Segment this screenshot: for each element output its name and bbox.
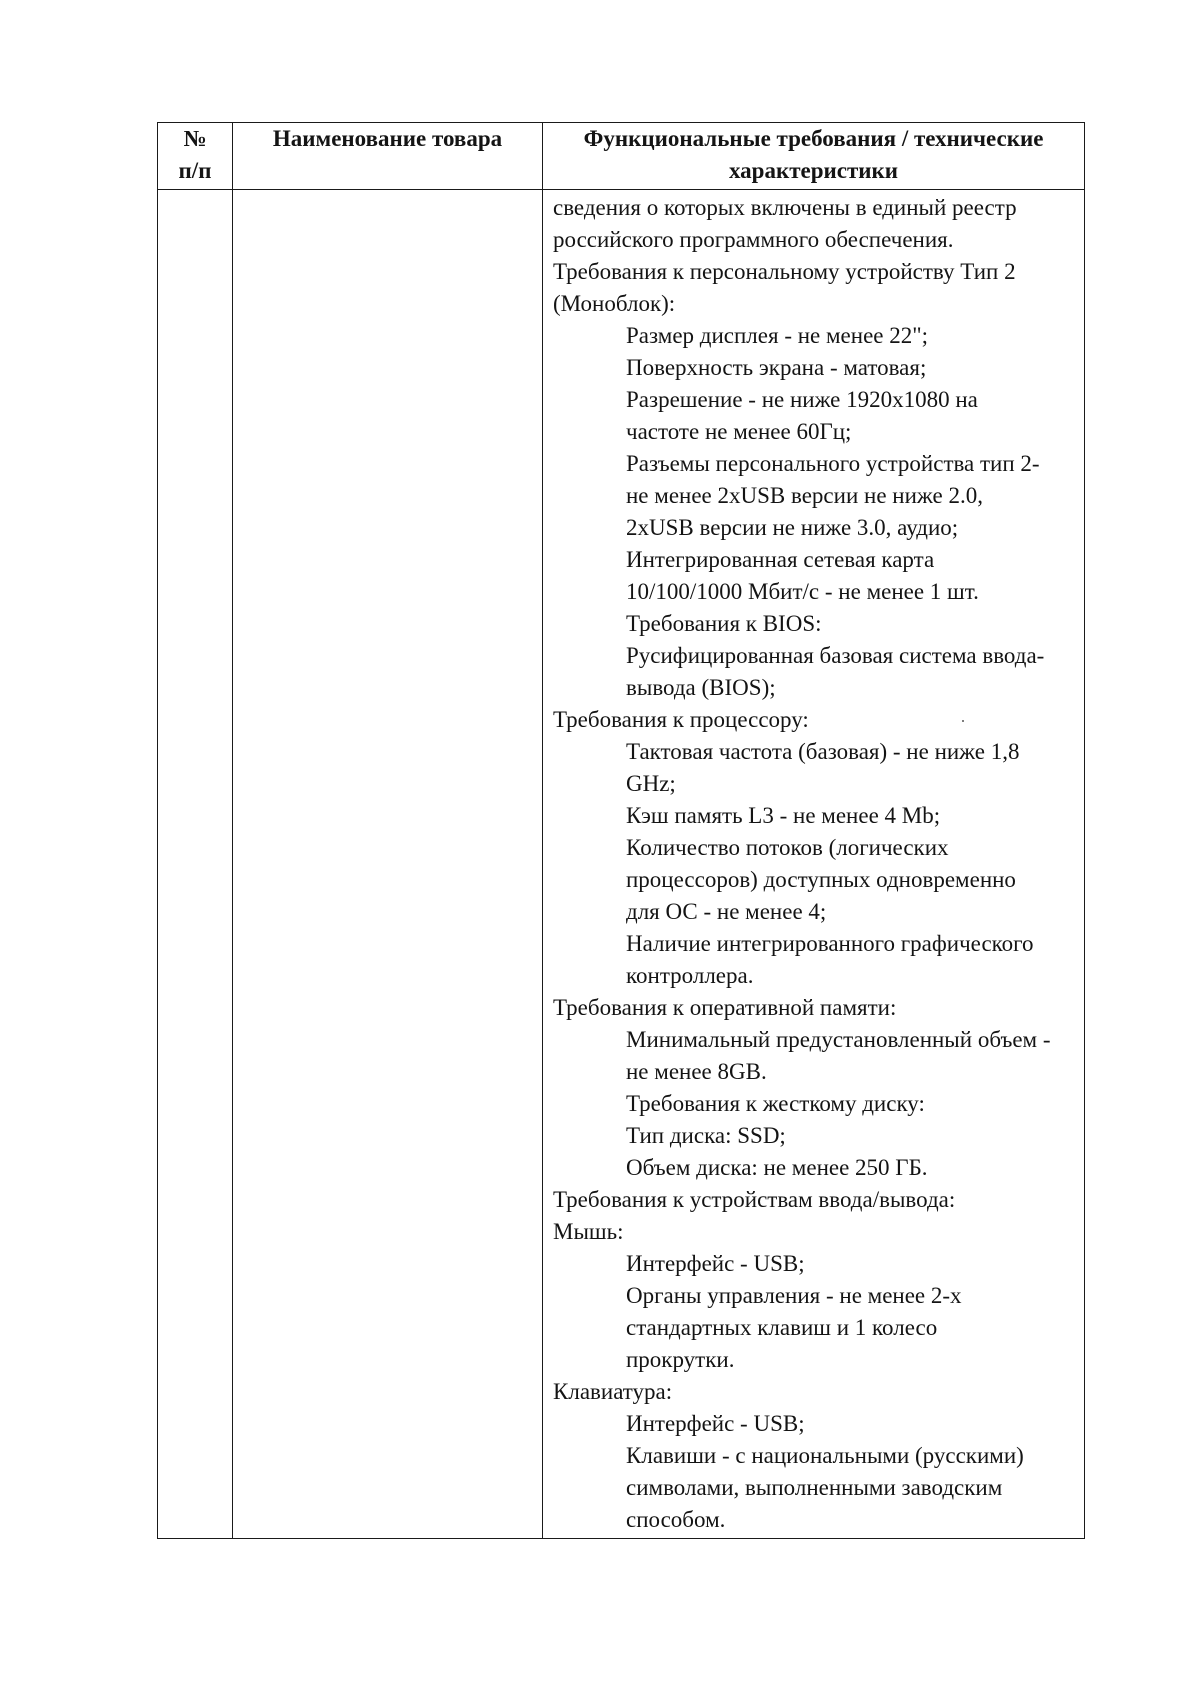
spec-line: Разрешение - не ниже 1920x1080 на — [626, 387, 978, 412]
spec-line: Интерфейс - USB; — [626, 1411, 805, 1436]
header-number-line1: № — [183, 126, 207, 151]
spec-line: частоте не менее 60Гц; — [626, 419, 852, 444]
spec-line: Количество потоков (логических — [626, 835, 949, 860]
spec-line: Требования к оперативной памяти: — [553, 995, 897, 1020]
spec-line: символами, выполненными заводским — [626, 1475, 1003, 1500]
spec-line: российского программного обеспечения. — [553, 227, 954, 252]
cell-product-name — [233, 190, 543, 1539]
header-spec-line1: Функциональные требования / технические — [583, 126, 1044, 151]
spec-table — [157, 122, 1085, 1539]
spec-line: Требования к процессору: — [553, 707, 809, 732]
header-spec-line2: характеристики — [728, 158, 899, 183]
cell-specifications — [543, 190, 1085, 1539]
spec-line: для ОС - не менее 4; — [626, 899, 827, 924]
spec-line: Тактовая частота (базовая) - не ниже 1,8 — [626, 739, 1020, 764]
spec-line: 2xUSB версии не ниже 3.0, аудио; — [626, 515, 959, 540]
spec-line: прокрутки. — [626, 1347, 735, 1372]
spec-line: не менее 2xUSB версии не ниже 2.0, — [626, 483, 983, 508]
spec-line: Кэш память L3 - не менее 4 Mb; — [626, 803, 941, 828]
header-product-name-text: Наименование товара — [272, 126, 503, 151]
spec-line: Клавиатура: — [553, 1379, 673, 1404]
spec-line: сведения о которых включены в единый реестр — [553, 195, 1017, 220]
spec-line: процессоров) доступных одновременно — [626, 867, 1016, 892]
spec-line: Поверхность экрана - матовая; — [626, 355, 927, 380]
spec-line: Русифицированная базовая система ввода- — [626, 643, 1045, 668]
scan-speck — [962, 720, 964, 722]
spec-line: Требования к персональному устройству Тип 2 — [553, 259, 1016, 284]
spec-line: GHz; — [626, 771, 676, 796]
spec-line: Интегрированная сетевая карта — [626, 547, 935, 572]
header-number-line2: п/п — [178, 158, 212, 183]
spec-line: Требования к BIOS: — [626, 611, 822, 636]
spec-line: Разъемы персонального устройства тип 2- — [626, 451, 1040, 476]
spec-line: не менее 8GB. — [626, 1059, 767, 1084]
spec-text-block — [543, 190, 1084, 1536]
spec-line: вывода (BIOS); — [626, 675, 776, 700]
spec-line: Наличие интегрированного графического — [626, 931, 1034, 956]
spec-line: стандартных клавиш и 1 колесо — [626, 1315, 938, 1340]
header-number — [158, 123, 233, 190]
spec-line: Минимальный предустановленный объем - — [626, 1027, 1051, 1052]
cell-number — [158, 190, 233, 1539]
spec-line: Мышь: — [553, 1219, 624, 1244]
spec-line: Органы управления - не менее 2-х — [626, 1283, 962, 1308]
spec-line: Тип диска: SSD; — [626, 1123, 786, 1148]
spec-line: 10/100/1000 Мбит/с - не менее 1 шт. — [626, 579, 979, 604]
spec-line: Интерфейс - USB; — [626, 1251, 805, 1276]
spec-line: Требования к устройствам ввода/вывода: — [553, 1187, 956, 1212]
spec-line: контроллера. — [626, 963, 754, 988]
spec-line: Клавиши - с национальными (русскими) — [626, 1443, 1024, 1468]
spec-line: Размер дисплея - не менее 22"; — [626, 323, 929, 348]
header-product-name — [233, 123, 543, 190]
header-specifications — [543, 123, 1085, 190]
table-row — [158, 190, 1085, 1539]
spec-line: Объем диска: не менее 250 ГБ. — [626, 1155, 928, 1180]
spec-line: Требования к жесткому диску: — [626, 1091, 925, 1116]
spec-line: способом. — [626, 1507, 726, 1532]
table-header-row — [158, 123, 1085, 190]
spec-line: (Моноблок): — [553, 291, 676, 316]
